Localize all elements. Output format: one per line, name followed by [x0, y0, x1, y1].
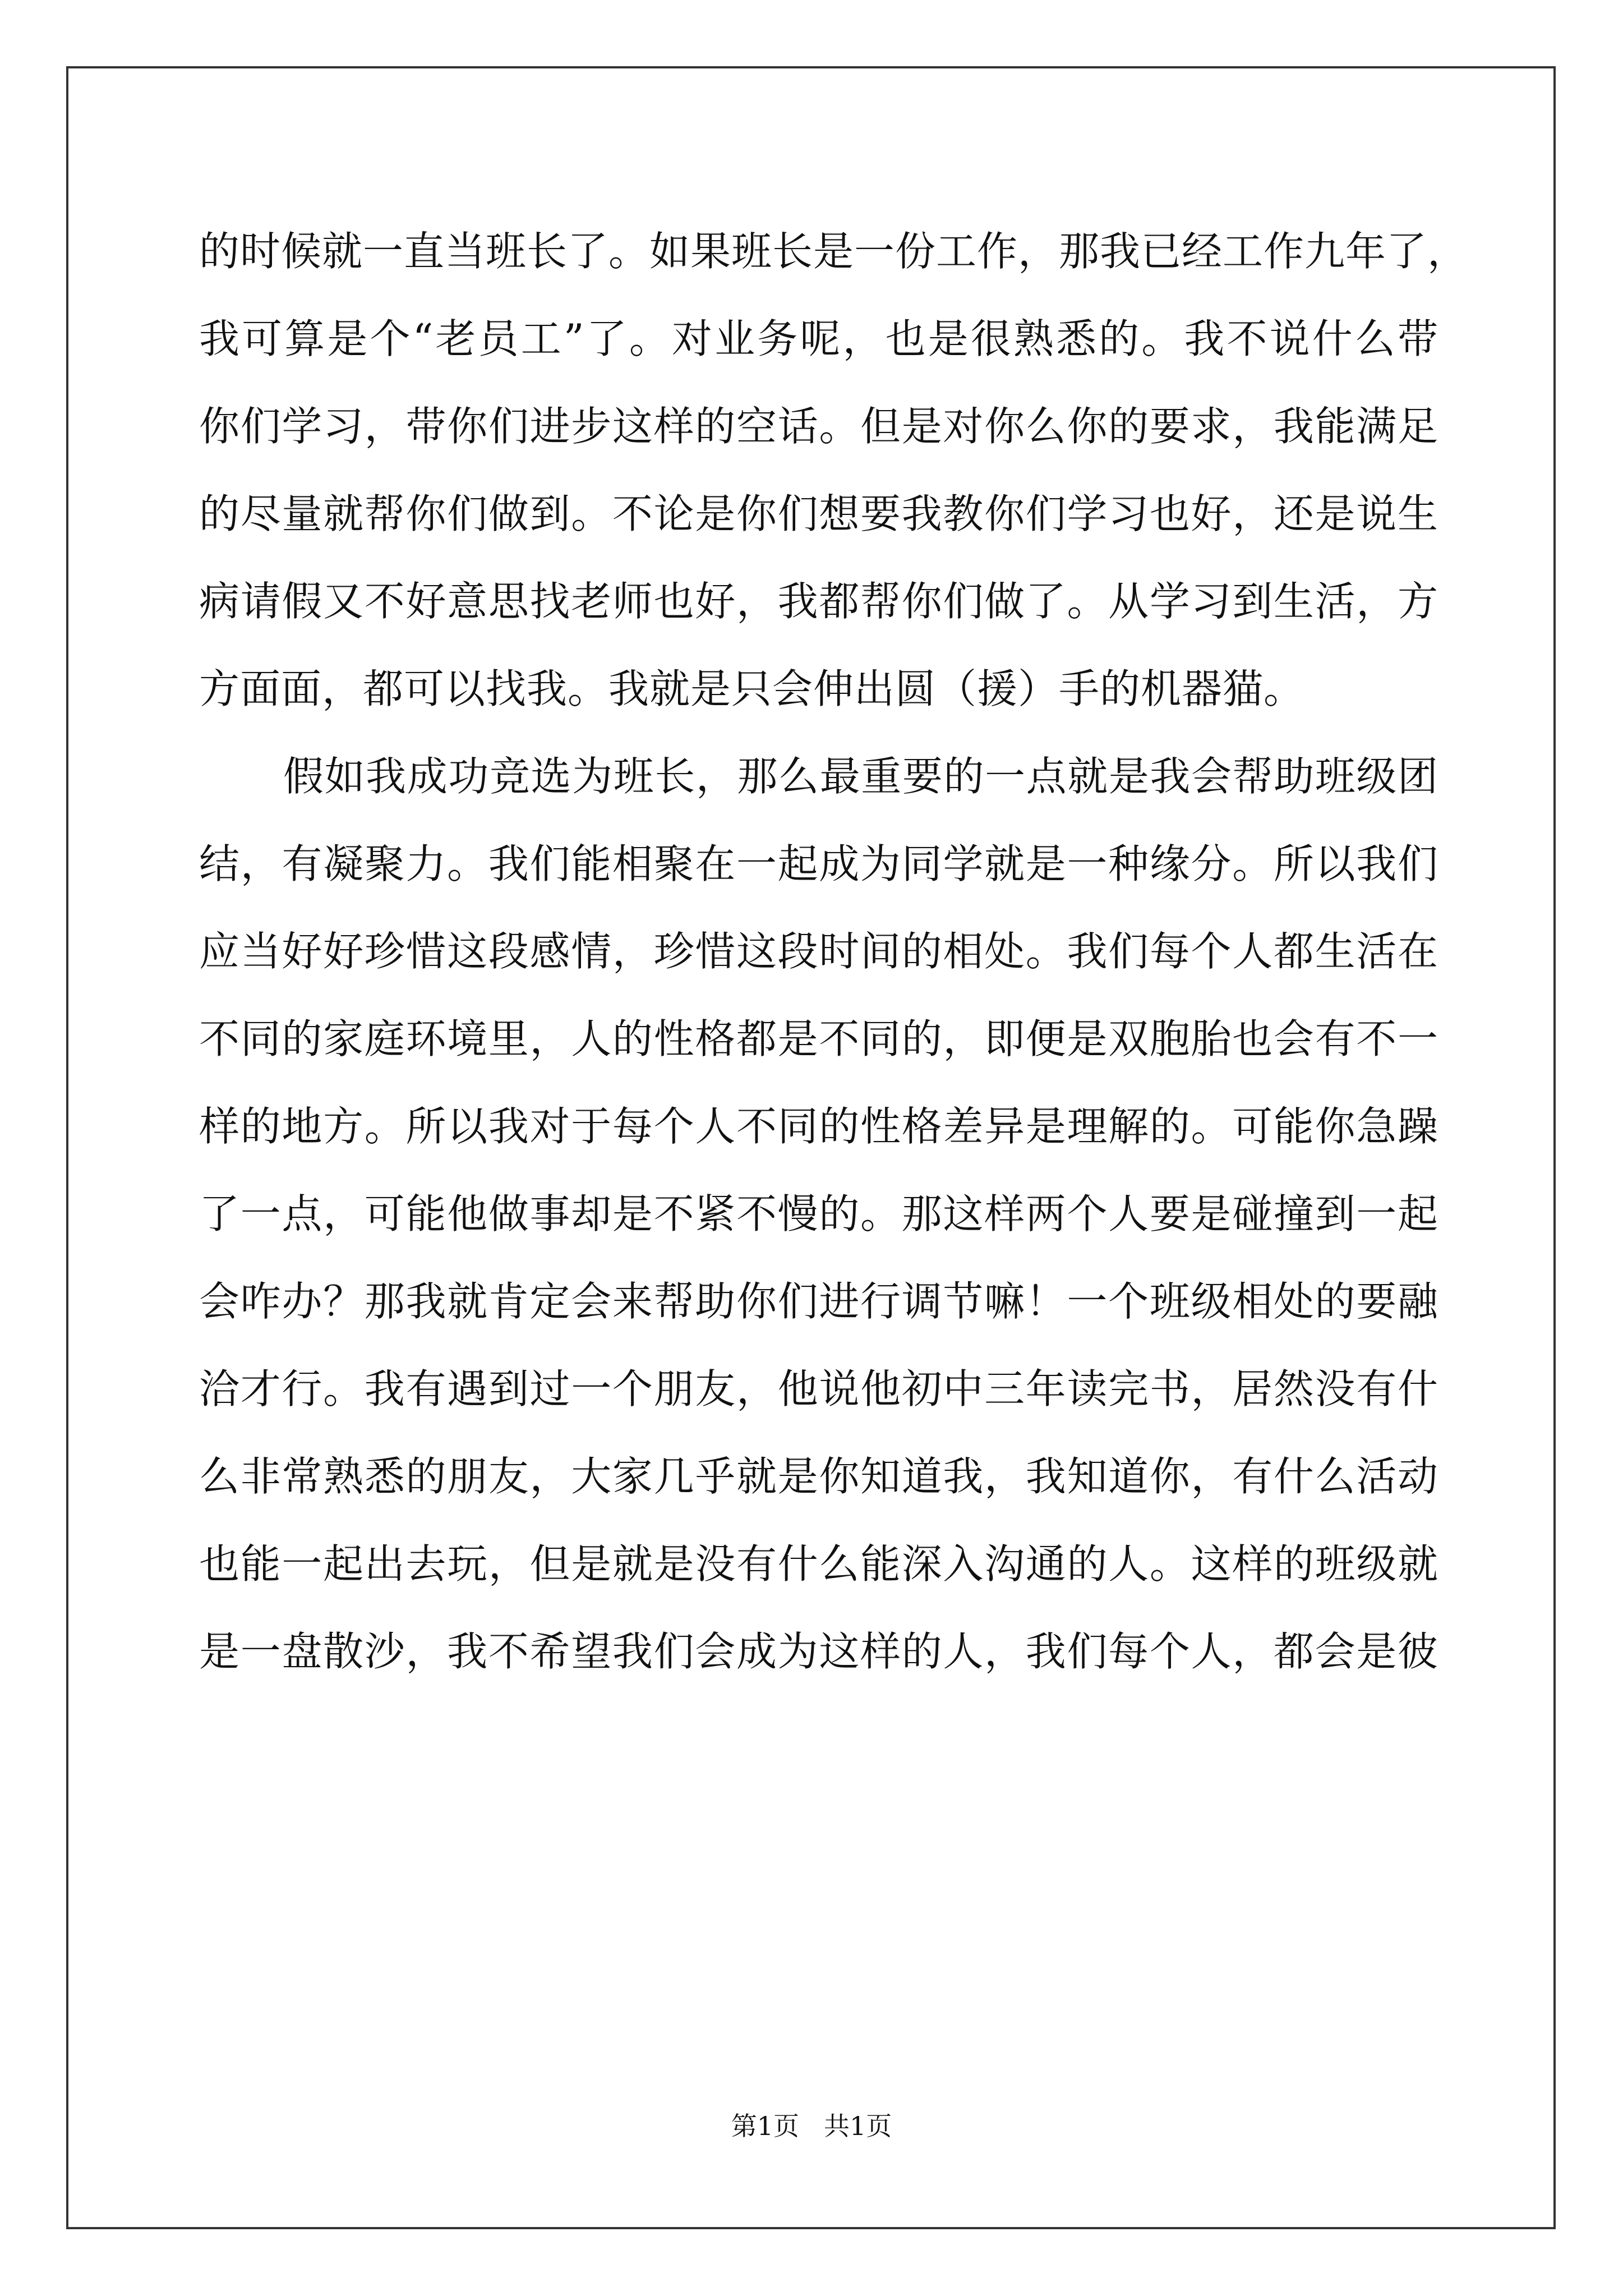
text-line: 不同的家庭环境里，人的性格都是不同的，即便是双胞胎也会有不一 [199, 1015, 1438, 1062]
text-line: 洽才行。我有遇到过一个朋友，他说他初中三年读完书，居然没有什 [199, 1365, 1438, 1412]
text-line: 你们学习，带你们进步这样的空话。但是对你么你的要求，我能满足 [199, 403, 1438, 450]
page-current: 第1页 [731, 2111, 799, 2141]
text-line: 样的地方。所以我对于每个人不同的性格差异是理解的。可能你急躁 [199, 1103, 1438, 1150]
text-line: 么非常熟悉的朋友，大家几乎就是你知道我，我知道你，有什么活动 [199, 1453, 1438, 1500]
text-line: 的时候就一直当班长了。如果班长是一份工作，那我已经工作九年了， [199, 228, 1469, 275]
text-line: 假如我成功竞选为班长，那么最重要的一点就是我会帮助班级团 [283, 753, 1438, 800]
text-line: 病请假又不好意思找老师也好，我都帮你们做了。从学习到生活，方 [199, 578, 1438, 625]
text-line: 应当好好珍惜这段感情，珍惜这段时间的相处。我们每个人都生活在 [199, 928, 1438, 975]
text-line: 也能一起出去玩，但是就是没有什么能深入沟通的人。这样的班级就 [199, 1540, 1438, 1588]
text-line: 结，有凝聚力。我们能相聚在一起成为同学就是一种缘分。所以我们 [199, 840, 1438, 887]
text-line: 是一盘散沙，我不希望我们会成为这样的人，我们每个人，都会是彼 [199, 1628, 1438, 1675]
text-line: 方面面，都可以找我。我就是只会伸出圆（援）手的机器猫。 [199, 665, 1305, 712]
text-line: 我可算是个“老员工”了。对业务呢，也是很熟悉的。我不说什么带 [199, 315, 1438, 362]
body-text [199, 208, 1469, 1695]
page-number [0, 2109, 1623, 2143]
page-total: 共1页 [824, 2111, 892, 2141]
text-line: 会咋办？那我就肯定会来帮助你们进行调节嘛！一个班级相处的要融 [199, 1278, 1438, 1325]
text-line: 的尽量就帮你们做到。不论是你们想要我教你们学习也好，还是说生 [199, 490, 1438, 537]
text-line: 了一点，可能他做事却是不紧不慢的。那这样两个人要是碰撞到一起 [199, 1190, 1438, 1237]
